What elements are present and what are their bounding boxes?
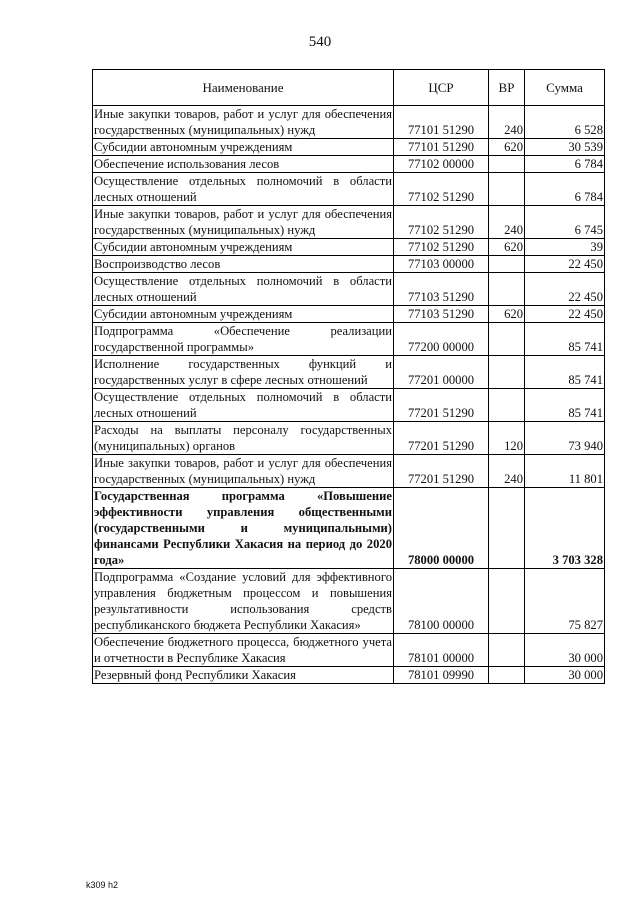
row-sum: 85 741 xyxy=(525,356,605,389)
row-sum: 30 539 xyxy=(525,139,605,156)
row-sum: 85 741 xyxy=(525,323,605,356)
row-csr: 77102 51290 xyxy=(394,173,489,206)
row-sum: 22 450 xyxy=(525,306,605,323)
row-sum: 22 450 xyxy=(525,273,605,306)
row-name: Исполнение государственных функций и государственных услуг в сфере лесных отношений xyxy=(94,357,392,387)
row-name: Осуществление отдельных полномочий в области лесных отношений xyxy=(94,174,392,204)
table-row xyxy=(93,256,605,273)
row-vr: 620 xyxy=(489,139,525,156)
row-sum: 75 827 xyxy=(525,569,605,634)
table-row xyxy=(93,323,605,356)
row-vr xyxy=(489,389,525,422)
row-sum: 11 801 xyxy=(525,455,605,488)
table-row xyxy=(93,173,605,206)
row-csr: 78000 00000 xyxy=(394,488,489,569)
table-row xyxy=(93,206,605,239)
row-vr xyxy=(489,634,525,667)
row-vr xyxy=(489,488,525,569)
row-csr: 78101 00000 xyxy=(394,634,489,667)
row-sum: 6 745 xyxy=(525,206,605,239)
row-csr: 77102 51290 xyxy=(394,239,489,256)
table-row xyxy=(93,239,605,256)
table-row xyxy=(93,422,605,455)
row-name: Субсидии автономным учреждениям xyxy=(93,239,394,256)
row-csr: 77101 51290 xyxy=(394,106,489,139)
row-csr: 77201 51290 xyxy=(394,455,489,488)
row-sum: 73 940 xyxy=(525,422,605,455)
table-row xyxy=(93,139,605,156)
table-row xyxy=(93,273,605,306)
row-vr xyxy=(489,256,525,273)
table-row xyxy=(93,306,605,323)
table-row xyxy=(93,634,605,667)
row-csr: 77103 00000 xyxy=(394,256,489,273)
row-csr: 77102 51290 xyxy=(394,206,489,239)
row-name: Воспроизводство лесов xyxy=(93,256,394,273)
row-name: Иные закупки товаров, работ и услуг для обеспечения государственных (муниципальных) нужд xyxy=(94,456,392,486)
row-vr xyxy=(489,323,525,356)
budget-table xyxy=(92,69,605,684)
table-row xyxy=(93,455,605,488)
row-name: Осуществление отдельных полномочий в области лесных отношений xyxy=(94,274,392,304)
row-csr: 77102 00000 xyxy=(394,156,489,173)
row-csr: 77103 51290 xyxy=(394,273,489,306)
row-csr: 78101 09990 xyxy=(394,667,489,684)
table-row xyxy=(93,106,605,139)
row-vr xyxy=(489,173,525,206)
row-csr: 77200 00000 xyxy=(394,323,489,356)
row-name: Субсидии автономным учреждениям xyxy=(93,306,394,323)
row-name: Подпрограмма «Создание условий для эффективного управления бюджетным процессом и повышения результативности использования средств республиканского бюджета Республики Хакасия» xyxy=(94,570,392,632)
table-header-row xyxy=(93,70,605,106)
row-vr: 620 xyxy=(489,306,525,323)
row-sum: 6 528 xyxy=(525,106,605,139)
row-vr xyxy=(489,569,525,634)
page-number: 540 xyxy=(308,34,332,50)
row-sum: 6 784 xyxy=(525,156,605,173)
header-sum: Сумма xyxy=(525,70,605,106)
row-sum: 22 450 xyxy=(525,256,605,273)
row-vr: 240 xyxy=(489,206,525,239)
row-name: Подпрограмма «Обеспечение реализации государственной программы» xyxy=(94,324,392,354)
row-vr xyxy=(489,356,525,389)
table-row xyxy=(93,389,605,422)
row-vr: 620 xyxy=(489,239,525,256)
row-csr: 78100 00000 xyxy=(394,569,489,634)
row-name: Осуществление отдельных полномочий в области лесных отношений xyxy=(94,390,392,420)
row-name: Расходы на выплаты персоналу государственных (муниципальных) органов xyxy=(94,423,392,453)
row-vr xyxy=(489,273,525,306)
row-sum: 3 703 328 xyxy=(525,488,605,569)
row-name: Государственная программа «Повышение эффективности управления общественными (государственными и муниципальными) финансами Республики Хакасия на период до 2020 года» xyxy=(94,489,392,567)
row-sum: 6 784 xyxy=(525,173,605,206)
row-vr: 120 xyxy=(489,422,525,455)
row-sum: 30 000 xyxy=(525,634,605,667)
table-row xyxy=(93,156,605,173)
table-row-program xyxy=(93,488,605,569)
row-csr: 77201 51290 xyxy=(394,389,489,422)
row-vr: 240 xyxy=(489,455,525,488)
row-sum: 85 741 xyxy=(525,389,605,422)
row-name: Иные закупки товаров, работ и услуг для обеспечения государственных (муниципальных) нужд xyxy=(94,107,392,137)
table-row xyxy=(93,356,605,389)
row-csr: 77201 00000 xyxy=(394,356,489,389)
row-name: Обеспечение использования лесов xyxy=(93,156,394,173)
row-vr xyxy=(489,156,525,173)
row-name: Иные закупки товаров, работ и услуг для обеспечения государственных (муниципальных) нужд xyxy=(94,207,392,237)
header-name: Наименование xyxy=(93,70,394,106)
header-csr: ЦСР xyxy=(394,70,489,106)
table-row xyxy=(93,569,605,634)
row-csr: 77201 51290 xyxy=(394,422,489,455)
row-sum: 39 xyxy=(525,239,605,256)
row-sum: 30 000 xyxy=(525,667,605,684)
row-name: Обеспечение бюджетного процесса, бюджетного учета и отчетности в Республике Хакасия xyxy=(94,635,392,665)
row-csr: 77101 51290 xyxy=(394,139,489,156)
row-vr: 240 xyxy=(489,106,525,139)
row-csr: 77103 51290 xyxy=(394,306,489,323)
table-row xyxy=(93,667,605,684)
row-vr xyxy=(489,667,525,684)
row-name: Резервный фонд Республики Хакасия xyxy=(93,667,394,684)
row-name: Субсидии автономным учреждениям xyxy=(93,139,394,156)
header-vr: ВР xyxy=(489,70,525,106)
footer-code: k309 h2 xyxy=(86,880,119,890)
